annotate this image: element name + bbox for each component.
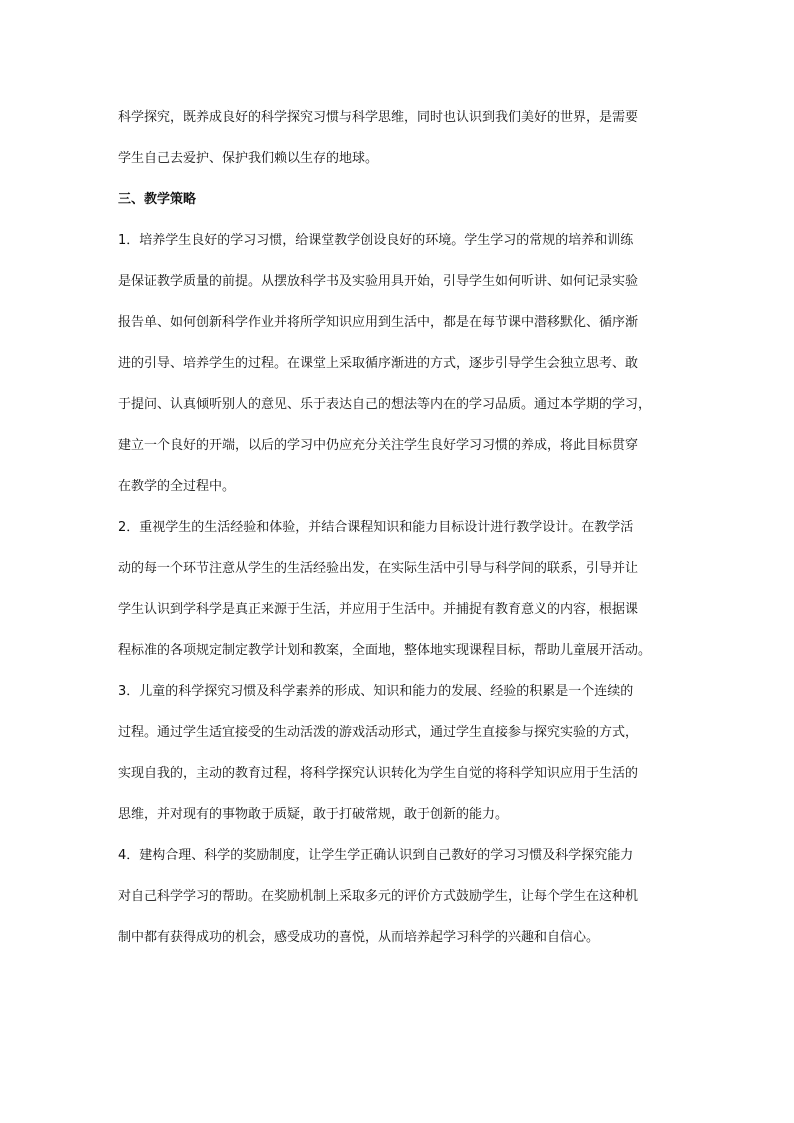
text-line: 3．儿童的科学探究习惯及科学素养的形成、知识和能力的发展、经验的积累是一个连续的	[118, 684, 634, 699]
text-line: 建立一个良好的开端，以后的学习中仍应充分关注学生良好学习习惯的养成，将此目标贯穿	[118, 438, 639, 453]
text-line: 程标准的各项规定制定教学计划和教案，全面地，整体地实现课程目标，帮助儿童展开活动。	[118, 643, 652, 658]
text-line: 报告单、如何创新科学作业并将所学知识应用到生活中，都是在每节课中潜移默化、循序渐	[118, 315, 639, 330]
text-line: 于提问、认真倾听别人的意见、乐于表达自己的想法等内在的学习品质。通过本学期的学习，	[118, 397, 652, 412]
text-line: 学生认识到学科学是真正来源于生活，并应用于生活中。并捕捉有教育意义的内容，根据课	[118, 602, 639, 617]
text-line: 在教学的全过程中。	[118, 479, 236, 494]
section-heading: 三、教学策略	[118, 192, 197, 207]
text-line: 是保证教学质量的前提。从摆放科学书及实验用具开始，引导学生如何听讲、如何记录实验	[118, 274, 639, 289]
text-line: 2．重视学生的生活经验和体验，并结合课程知识和能力目标设计进行教学设计。在教学活	[118, 520, 634, 535]
text-line: 进的引导、培养学生的过程。在课堂上采取循序渐进的方式，逐步引导学生会独立思考、敢	[118, 356, 639, 371]
text-line: 制中都有获得成功的机会，感受成功的喜悦，从而培养起学习科学的兴趣和自信心。	[118, 930, 600, 945]
text-line: 1．培养学生良好的学习习惯，给课堂教学创设良好的环境。学生学习的常规的培养和训练	[118, 233, 634, 248]
text-line: 思维，并对现有的事物敢于质疑，敢于打破常规，敢于创新的能力。	[118, 807, 509, 822]
text-line: 学生自己去爱护、保护我们赖以生存的地球。	[118, 151, 379, 166]
text-line: 科学探究，既养成良好的科学探究习惯与科学思维，同时也认识到我们美好的世界，是需要	[118, 110, 639, 125]
text-line: 过程。通过学生适宜接受的生动活泼的游戏活动形式，通过学生直接参与探究实验的方式，	[118, 725, 639, 740]
text-line: 对自己科学学习的帮助。在奖励机制上采取多元的评价方式鼓励学生，让每个学生在这种机	[118, 889, 639, 904]
text-line: 实现自我的，主动的教育过程，将科学探究认识转化为学生自觉的将科学知识应用于生活的	[118, 766, 639, 781]
text-line: 4．建构合理、科学的奖励制度，让学生学正确认识到自己教好的学习习惯及科学探究能力	[118, 848, 634, 863]
text-line: 动的每一个环节注意从学生的生活经验出发，在实际生活中引导与科学间的联系，引导并让	[118, 561, 639, 576]
